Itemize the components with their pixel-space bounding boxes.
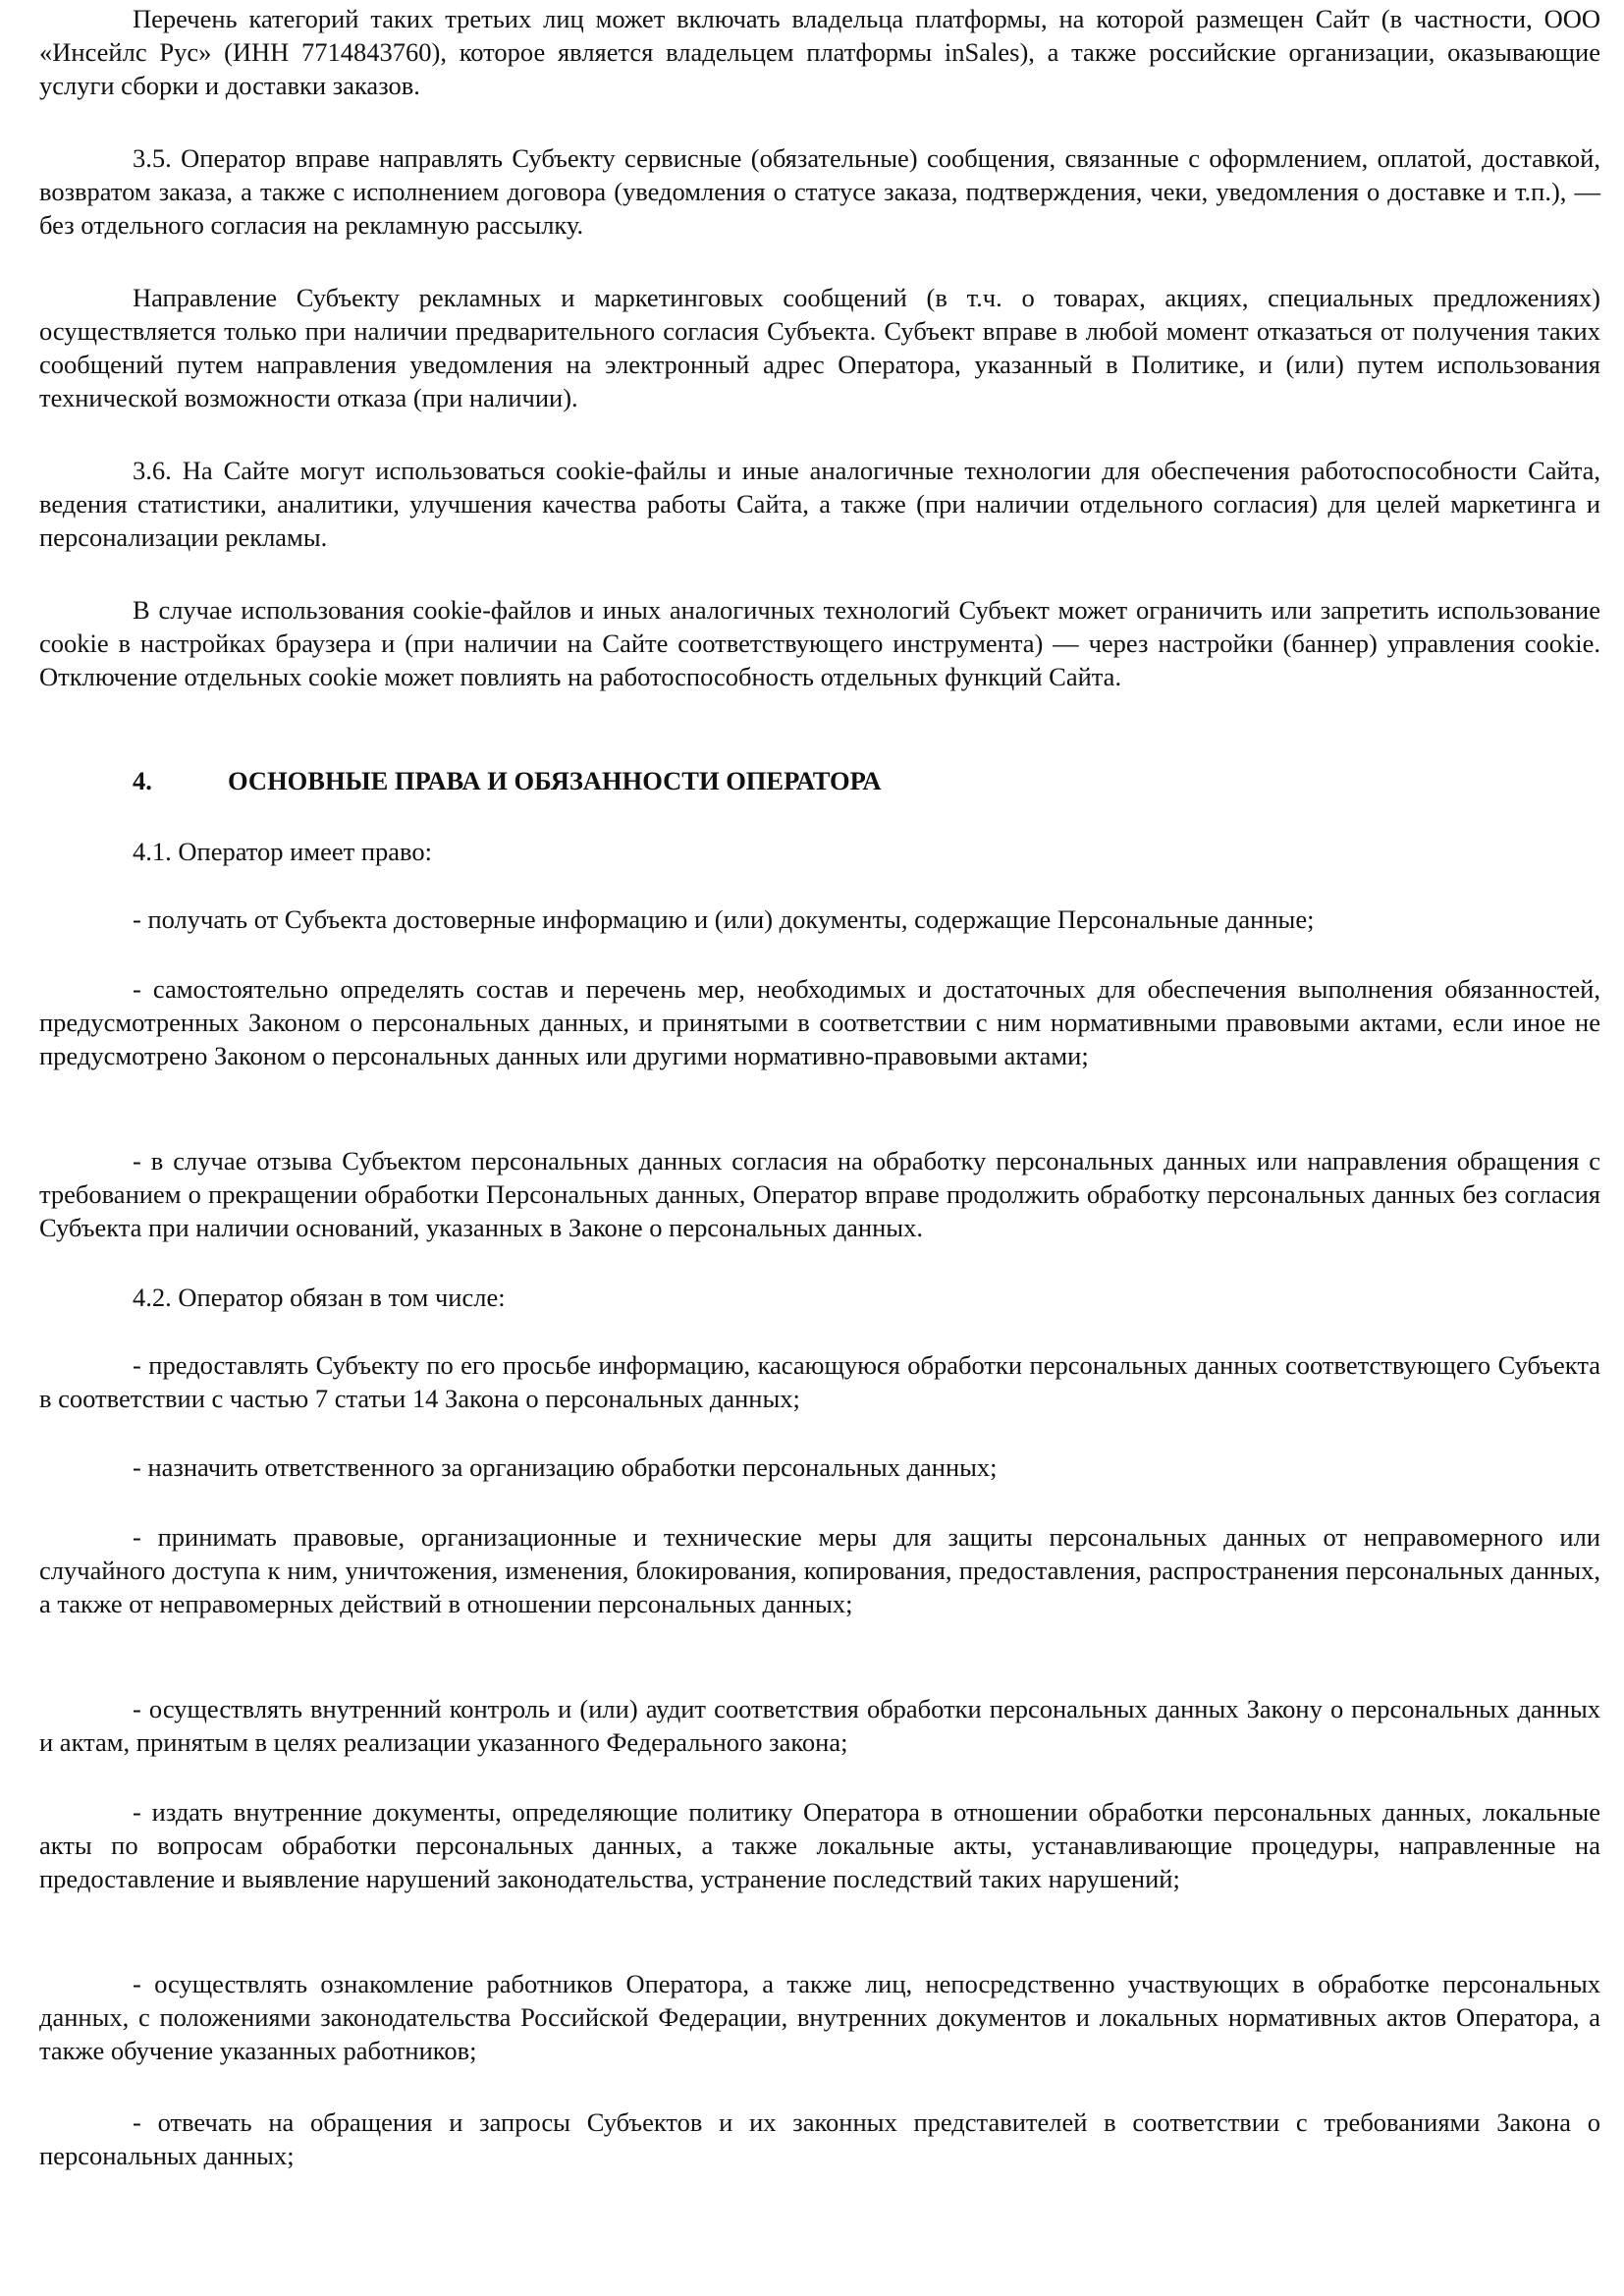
right-item-receive-info: - получать от Субъекта достоверные информацию и (или) документы, содержащие Персональные данные; — [133, 904, 1315, 934]
paragraph-cookie-settings: В случае использования cookie-файлов и иных аналогичных технологий Субъект может ограничить или запретить использование cookie в настройках браузера и (при наличии на Сайте соответствующего инструмента) — через настройки (баннер) управления cookie. Отключение отдельных cookie может повлиять на работоспособность отдельных функций Сайта. — [39, 595, 1600, 691]
paragraph-marketing-messages: Направление Субъекту рекламных и маркетинговых сообщений (в т.ч. о товарах, акциях, специальных предложениях) осуществляется только при наличии предварительного согласия Субъекта. Субъект вправе в любой момент отказаться от получения таких сообщений путем направления уведомления на электронный адрес Оператора, указанный в Политике, и (или) путем использования технической возможности отказа (при наличии). — [39, 283, 1600, 412]
duty-item-employee-training: - осуществлять ознакомление работников Оператора, а также лиц, непосредственно участвующих в обработке персональных данных, с положениями законодательства Российской Федерации, внутренних документов и локальных нормативных актов Оператора, а также обучение указанных работников; — [39, 1969, 1600, 2065]
section-4-title: ОСНОВНЫЕ ПРАВА И ОБЯЗАННОСТИ ОПЕРАТОРА — [228, 766, 882, 795]
right-item-determine-measures: - самостоятельно определять состав и перечень мер, необходимых и достаточных для обеспечения выполнения обязанностей, предусмотренных Законом о персональных данных, и принятыми в соответствии с ним нормативными правовыми актами, если иное не предусмотрено Законом о персональных данных или другими нормативно-правовыми актами; — [39, 974, 1600, 1070]
duty-item-internal-control: - осуществлять внутренний контроль и (или) аудит соответствия обработки персональных данных Закону о персональных данных и актам, принятым в целях реализации указанного Федерального закона; — [39, 1694, 1600, 1757]
paragraph-4-1: 4.1. Оператор имеет право: — [133, 837, 432, 866]
section-4-heading — [133, 764, 882, 797]
section-4-number: 4. — [133, 766, 152, 795]
paragraph-4-2: 4.2. Оператор обязан в том числе: — [133, 1283, 506, 1312]
right-item-continue-processing: - в случае отзыва Субъектом персональных данных согласия на обработку персональных данных или направления обращения с требованием о прекращении обработки Персональных данных, Оператор вправе продолжить обработку персональных данных без согласия Субъекта при наличии оснований, указанных в Законе о персональных данных. — [39, 1146, 1600, 1242]
duty-item-respond-requests: - отвечать на обращения и запросы Субъектов и их законных представителей в соответствии с требованиями Закона о персональных данных; — [39, 2107, 1600, 2170]
paragraph-third-parties: Перечень категорий таких третьих лиц может включать владельца платформы, на которой размещен Сайт (в частности, ООО «Инсейлс Рус» (ИНН 7714843760), которое является владельцем платформы inSales), а также российские организации, оказывающие услуги сборки и доставки заказов. — [39, 4, 1600, 100]
paragraph-3-6: 3.6. На Сайте могут использоваться cookie-файлы и иные аналогичные технологии для обеспечения работоспособности Сайта, ведения статистики, аналитики, улучшения качества работы Сайта, а также (при наличии отдельного согласия) для целей маркетинга и персонализации рекламы. — [39, 456, 1600, 552]
paragraph-3-5: 3.5. Оператор вправе направлять Субъекту сервисные (обязательные) сообщения, связанные с оформлением, оплатой, доставкой, возвратом заказа, а также с исполнением договора (уведомления о статусе заказа, подтверждения, чеки, уведомления о доставке и т.п.), — без отдельного согласия на рекламную рассылку. — [39, 143, 1600, 240]
duty-item-appoint-responsible: - назначить ответственного за организацию обработки персональных данных; — [133, 1452, 998, 1482]
duty-item-protection-measures: - принимать правовые, организационные и технические меры для защиты персональных данных от неправомерного или случайного доступа к ним, уничтожения, изменения, блокирования, копирования, предоставления, распространения персональных данных, а также от неправомерных действий в отношении персональных данных; — [39, 1522, 1600, 1618]
document-page — [39, 0, 1600, 2296]
duty-item-internal-documents: - издать внутренние документы, определяющие политику Оператора в отношении обработки персональных данных, локальные акты по вопросам обработки персональных данных, а также локальные акты, устанавливающие процедуры, направленные на предоставление и выявление нарушений законодательства, устранение последствий таких нарушений; — [39, 1797, 1600, 1893]
duty-item-provide-info: - предоставлять Субъекту по его просьбе информацию, касающуюся обработки персональных данных соответствующего Субъекта в соответствии с частью 7 статьи 14 Закона о персональных данных; — [39, 1350, 1600, 1413]
